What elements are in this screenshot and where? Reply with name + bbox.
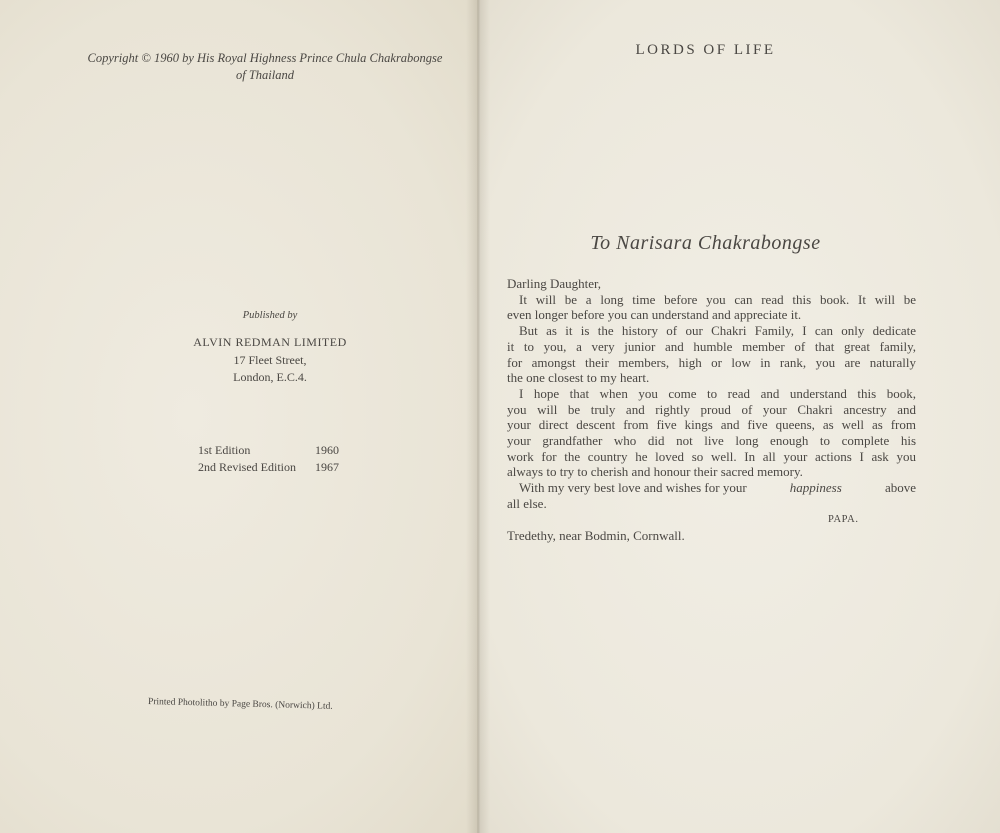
copyright-notice xyxy=(60,50,470,84)
place-line: Tredethy, near Bodmin, Cornwall. xyxy=(507,528,685,543)
body-line: your grandfather who did not live long enough to complete his xyxy=(507,433,916,449)
dedication-title: To Narisara Chakrabongse xyxy=(590,232,821,254)
body-line: But as it is the history of our Chakri Family, I can only dedicate xyxy=(519,323,916,339)
body-line: all else. xyxy=(507,495,547,511)
body-line-text: With my very best love and wishes for your xyxy=(519,480,747,496)
copyright-line: of Thailand xyxy=(236,68,294,82)
body-line: even longer before you can understand and appreciate it. xyxy=(507,307,802,323)
edition-row xyxy=(198,460,348,475)
body-line: the one closest to my heart. xyxy=(507,370,650,386)
body-line xyxy=(507,480,916,496)
body-line: it to you, a very junior and humble member of that great family, xyxy=(507,338,916,354)
body-line: for amongst their members, high or low in rank, you are naturally xyxy=(507,354,916,370)
running-head: LORDS OF LIFE xyxy=(635,42,776,58)
emphasis-happiness: happiness xyxy=(789,480,842,496)
left-page xyxy=(0,0,478,833)
body-line: work for the country he loved so well. In all your actions I ask you xyxy=(507,448,916,464)
body-line: It will be a long time before you can read this book. It will be xyxy=(519,291,916,307)
published-by-label: Published by xyxy=(242,310,298,321)
body-line: you will be truly and rightly proud of your Chakri ancestry and xyxy=(507,401,916,417)
publisher-name: ALVIN REDMAN LIMITED xyxy=(193,335,347,349)
edition-year: 1960 xyxy=(315,443,339,457)
copyright-line: Copyright © 1960 by His Royal Highness Prince Chula Chakrabongse xyxy=(87,51,443,65)
edition-row xyxy=(198,443,348,458)
body-line-text: above xyxy=(884,480,916,496)
salutation: Darling Daughter, xyxy=(507,276,602,291)
dedication-body xyxy=(507,276,916,512)
body-line: your direct descent from five kings and five queens, as well as from xyxy=(507,417,916,433)
publisher-address-line: London, E.C.4. xyxy=(233,370,307,384)
signature: PAPA. xyxy=(828,514,859,525)
book-spine xyxy=(466,0,490,833)
edition-label: 1st Edition xyxy=(198,443,251,457)
body-line: always to try to cherish and honour their sacred memory. xyxy=(507,464,803,480)
publisher-address-line: 17 Fleet Street, xyxy=(233,353,307,367)
edition-year: 1967 xyxy=(315,460,339,474)
printer-notice: Printed Photolitho by Page Bros. (Norwich) Ltd. xyxy=(147,697,333,712)
edition-label: 2nd Revised Edition xyxy=(198,460,296,474)
body-line: I hope that when you come to read and understand this book, xyxy=(519,385,916,401)
